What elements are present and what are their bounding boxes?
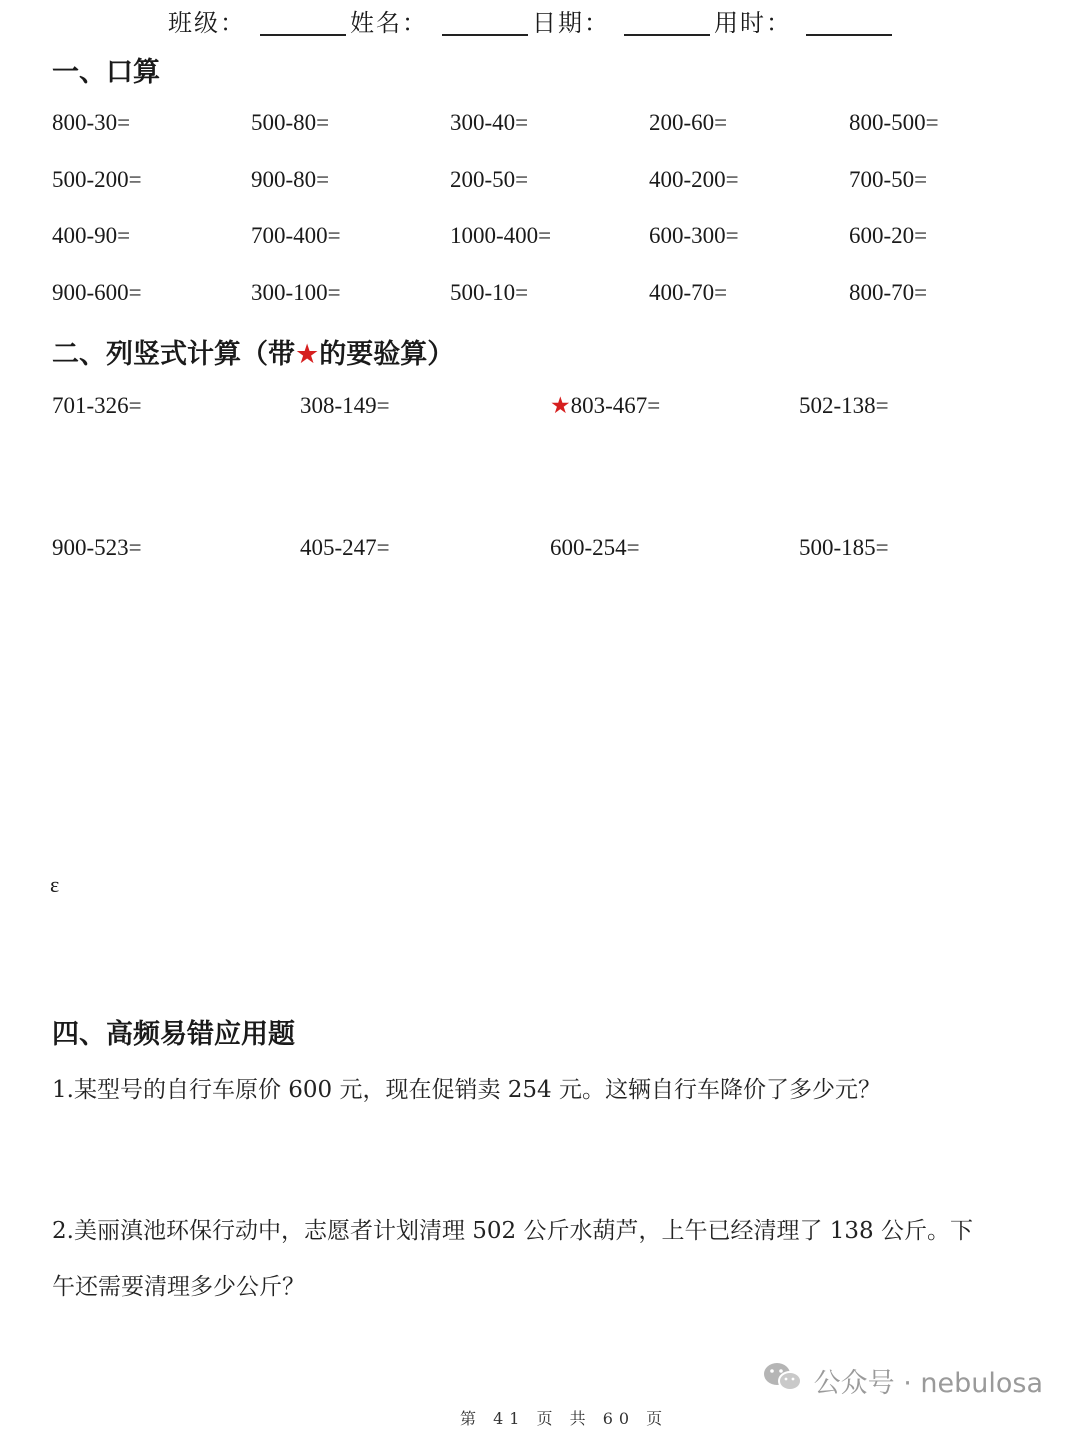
vertical-calc-item: ★803-467= xyxy=(550,393,661,418)
word-problem-2-line1: 2.美丽滇池环保行动中，志愿者计划清理 502 公斤水葫芦，上午已经清理了 138 公斤。下 xyxy=(52,1218,973,1244)
mental-math-item: 800-70= xyxy=(849,280,928,305)
vertical-calc-item: 701-326= xyxy=(52,393,142,418)
mental-math-item: 200-60= xyxy=(649,110,728,135)
vertical-calc-item: 405-247= xyxy=(300,535,390,560)
vertical-calc-item: 900-523= xyxy=(52,535,142,560)
mental-math-item: 300-100= xyxy=(251,280,341,305)
date-blank[interactable] xyxy=(624,10,710,36)
section2-title xyxy=(52,332,454,371)
student-info-header xyxy=(168,0,896,40)
class-blank[interactable] xyxy=(260,10,346,36)
wechat-icon xyxy=(762,1360,804,1401)
red-star-icon: ★ xyxy=(295,339,320,370)
mental-math-item: 600-300= xyxy=(649,223,739,248)
mental-math-item: 400-90= xyxy=(52,223,131,248)
vertical-calc-item: 502-138= xyxy=(799,393,889,418)
time-label: 用时： xyxy=(714,8,792,37)
date-label: 日期： xyxy=(532,8,610,37)
mental-math-item: 500-200= xyxy=(52,167,142,192)
time-blank[interactable] xyxy=(806,10,892,36)
watermark-text: 公众号 · nebulosa xyxy=(813,1368,1043,1399)
name-label: 姓名： xyxy=(350,8,428,37)
mental-math-item: 900-80= xyxy=(251,167,330,192)
name-blank[interactable] xyxy=(442,10,528,36)
stray-mark: ɛ xyxy=(50,872,60,897)
watermark xyxy=(762,1360,1043,1401)
word-problem-1: 1.某型号的自行车原价 600 元，现在促销卖 254 元。这辆自行车降价了多少元？ xyxy=(52,1077,881,1103)
section1-title: 一、口算 xyxy=(52,57,160,88)
section2-title-post: 的要验算） xyxy=(319,339,455,370)
section4-title: 四、高频易错应用题 xyxy=(52,1019,295,1050)
page-footer: 第 41 页 共 60 页 xyxy=(460,1409,669,1428)
mental-math-item: 200-50= xyxy=(450,167,529,192)
word-problem-2-line2: 午还需要清理多少公斤？ xyxy=(52,1274,305,1300)
vertical-calc-item: 600-254= xyxy=(550,535,640,560)
mental-math-item: 900-600= xyxy=(52,280,142,305)
mental-math-item: 800-500= xyxy=(849,110,939,135)
mental-math-item: 1000-400= xyxy=(450,223,552,248)
class-label: 班级： xyxy=(168,8,246,37)
vertical-calc-item: 308-149= xyxy=(300,393,390,418)
mental-math-item: 300-40= xyxy=(450,110,529,135)
mental-math-item: 500-10= xyxy=(450,280,529,305)
section2-title-pre: 二、列竖式计算（带 xyxy=(52,339,295,370)
mental-math-item: 400-200= xyxy=(649,167,739,192)
red-star-icon: ★ xyxy=(550,393,571,418)
mental-math-item: 700-400= xyxy=(251,223,341,248)
mental-math-item: 500-80= xyxy=(251,110,330,135)
vertical-calc-item: 500-185= xyxy=(799,535,889,560)
mental-math-item: 600-20= xyxy=(849,223,928,248)
mental-math-item: 400-70= xyxy=(649,280,728,305)
mental-math-item: 700-50= xyxy=(849,167,928,192)
mental-math-item: 800-30= xyxy=(52,110,131,135)
